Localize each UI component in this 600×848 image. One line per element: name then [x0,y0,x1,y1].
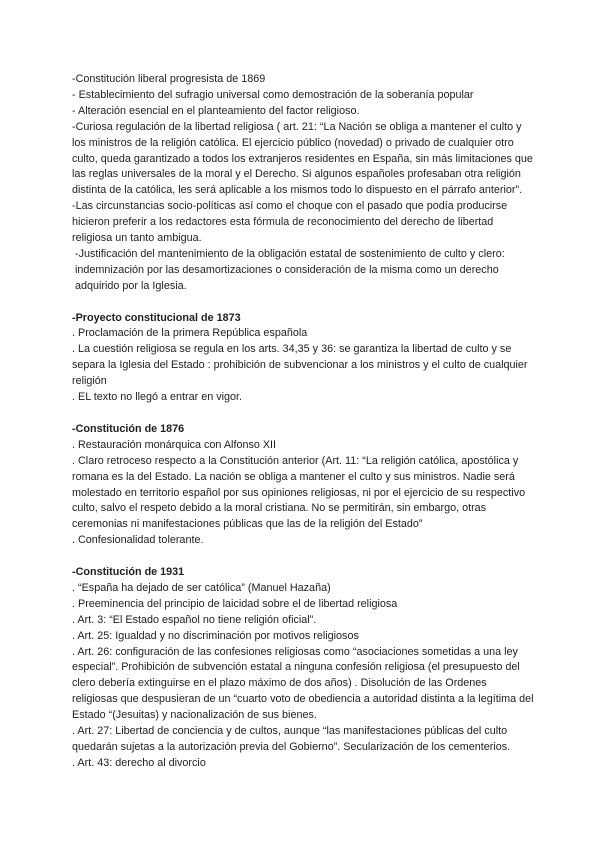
paragraph: . Art. 26: configuración de las confesiones religiosas como “asociaciones sometidas a una ley especial”. Prohibición de subvención estatal a ninguna confesión religiosa (el presupuesto del clero debería extinguirse en el plazo máximo de dos años) . Disolución de las Ordenes religiosas que despusieran de un “cuarto voto de obediencia a autoridad distinta a la legítima del Estado “(Jesuitas) y nacionalización de sus bienes. [72,645,534,722]
paragraph: . “España ha dejado de ser católica” (Manuel Hazaña) [72,581,331,594]
paragraph: . Confesionalidad tolerante. [72,534,204,547]
paragraph: . La cuestión religiosa se regula en los arts. 34,35 y 36: se garantiza la libertad de culto y se separa la Iglesia del Estado : prohibición de subvencionar a los ministros y el culto de cualquier religión [72,343,528,388]
paragraph: . Preeminencia del principio de laicidad sobre el de libertad religiosa [72,597,398,610]
paragraph: . EL texto no llegó a entrar en vigor. [72,391,243,404]
paragraph: - Establecimiento del sufragio universal como demostración de la soberanía popular [72,88,474,101]
spacer [72,549,534,565]
paragraph: - Alteración esencial en el planteamiento del factor religioso. [72,104,360,117]
paragraph: . Art. 27: Libertad de conciencia y de cultos, aunque “las manifestaciones públicas del culto quedarán sujetas a la autorización previa del Gobierno”. Secularización de los cementerios. [72,725,511,754]
paragraph: . Restauración monárquica con Alfonso XII [72,438,277,451]
spacer [72,295,534,311]
paragraph: -Justificación del mantenimiento de la obligación estatal de sostenimiento de culto y clero: indemnización por las desamortizaciones o consideración de la misma como un derecho adquirido por la Iglesia. [75,247,505,292]
paragraph: . Proclamación de la primera República española [72,327,308,340]
paragraph: . Art. 43: derecho al divorcio [72,756,206,769]
section-title-1931: -Constitución de 1931 [72,566,185,579]
paragraph: . Art. 25: Igualdad y no discriminación por motivos religiosos [72,629,359,642]
section-title-1873: -Proyecto constitucional de 1873 [72,311,241,324]
section-title-1876: -Constitución de 1876 [72,422,185,435]
paragraph: . Art. 3: “El Estado español no tiene religión oficial”. [72,613,317,626]
paragraph: -Las circunstancias socio-políticas así como el choque con el pasado que podía producirse hicieron preferir a los redactores esta fórmula de reconocimiento del derecho de libertad religiosa un tanto ambigua. [72,200,508,245]
spacer [72,406,534,422]
paragraph: . Claro retroceso respecto a la Constitución anterior (Art. 11: “La religión católica, apostólica y romana es la del Estado. La nación se obliga a mantener el culto y sus ministros. Nadie será molestado en territorio español por sus opiniones religiosas, ni por el ejercicio de su respectivo culto, salvo el respeto debido a la moral cristiana. No se permitirán, sin embargo, otras ceremonias ni manifestaciones públicas que las de la religión del Estado” [72,454,526,531]
heading-1869: -Constitución liberal progresista de 1869 [72,73,266,85]
paragraph: -Curiosa regulación de la libertad religiosa ( art. 21: “La Nación se obliga a mantener el culto y los ministros de la religión católica. El ejercicio público (novedad) o privado de cualquier otro culto, queda garantizado a todos los extranjeros residentes en España, sin más limitaciones que las reglas universales de la moral y el Derecho. Si algunos españoles profesaban otra religión distinta de la católica, les será aplicable a los mismos todo lo dispuesto en el párrafo anterior”. [72,120,533,197]
